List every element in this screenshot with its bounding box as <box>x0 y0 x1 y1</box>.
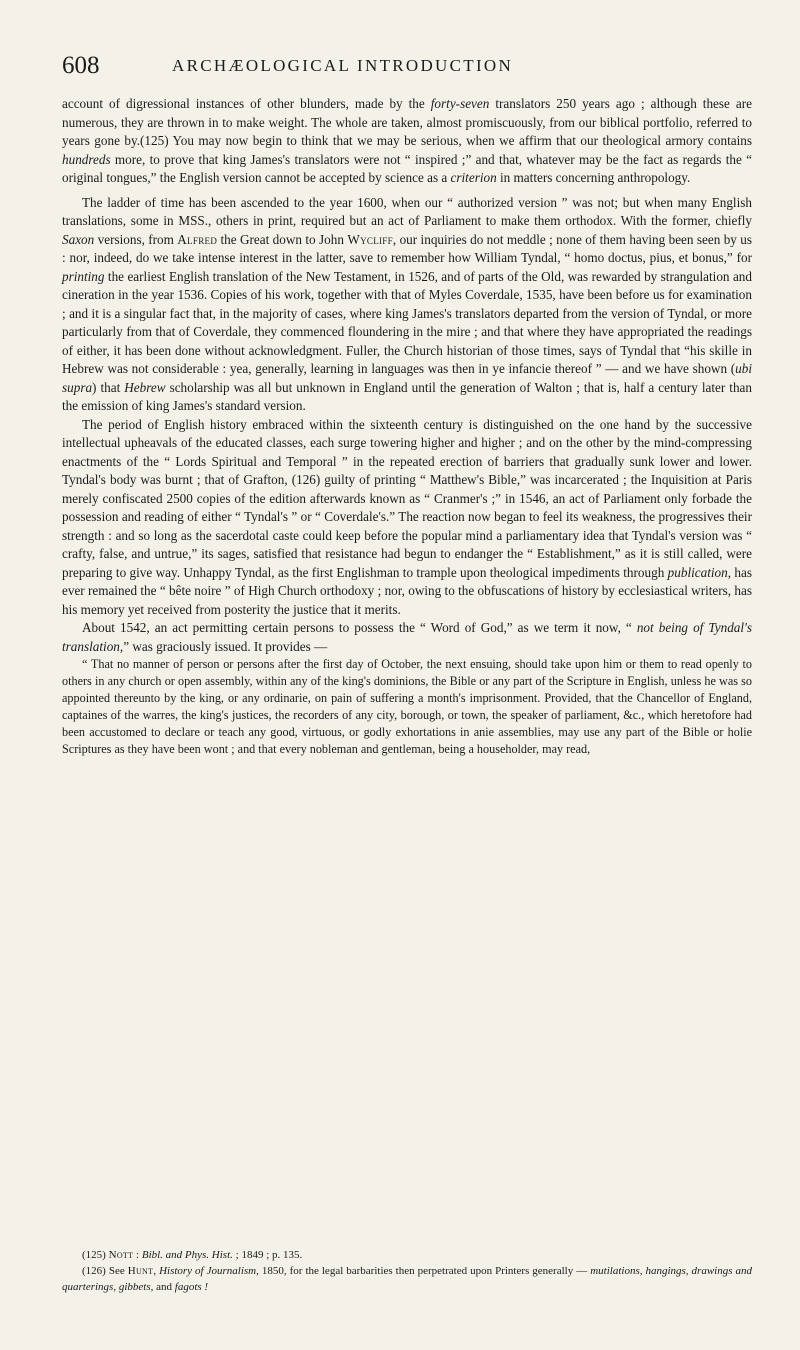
italic-text: History of Journalism <box>159 1265 257 1277</box>
italic-text: Saxon <box>62 231 95 247</box>
text-run: , <box>153 1265 160 1277</box>
small-caps-name: Wycliff <box>347 231 393 247</box>
italic-text: publication <box>667 564 728 580</box>
text-run: , our inquiries do not meddle ; none of them having been seen by us : nor, indeed, do we take intense interest in the latter, save to remember how William Tyndal, “ homo doctus, pius, et bonus,” for <box>62 231 753 265</box>
block-quote <box>62 656 752 758</box>
italic-text: hundreds <box>62 151 111 167</box>
body-text <box>62 95 752 758</box>
text-run: (125) <box>82 1249 109 1261</box>
italic-text: Hebrew <box>124 379 166 395</box>
text-run: the earliest English translation of the New Testament, in 1526, and of parts of the Old, was rewarded by strangulation and cineration in the year 1536. Copies of his work, together with that of Myles Coverdale, 1535, have been before us for examination ; and it is a singular fact that, in the majority of cases, where king James's translators departed from the version of Tyndal, or more particularly from that of Coverdale, they commenced floundering in the mire ; and that where they have appropriated the readings of either, it has been done without acknowledgment. Fuller, the Church historian of those times, says of Tyndal that “his skille in Hebrew was not considerable : yea, generally, learning in languages was then in ye infancie thereof ” — and we have shown ( <box>62 268 752 376</box>
text-run: the Great down to John <box>217 231 348 247</box>
text-run: “ That no manner of person or persons after the first day of October, the next ensuing, should take upon him or them to read openly to others in any church or open assembly, within any of the king's dominions, the Bible or any part of the Scripture in English, unless he was so appointed thereunto by the king, or any ordinarie, on pain of suffering a month's imprisonment. Provided, that the Chancellor of England, captaines of the warres, the king's justices, the recorders of any city, borough, or town, the speaker of parliament, &c., which heretofore had been accustomed to declare or teach any good, virtuous, or godly exhortations in anie assemblies, may use any part of the Bible or holie Scriptures as they have been wont ; and that every nobleman and gentleman, being a householder, may read, <box>62 657 752 756</box>
italic-text: ubi supra <box>62 361 752 395</box>
small-caps-name: Hunt <box>127 1265 154 1277</box>
text-run: The period of English history embraced within the sixteenth century is distinguished on the one hand by the successive intellectual upheavals of the educated classes, each surge towering higher and higher ; and on the other by the mind-compressing enactments of the “ Lords Spiritual and Temporal ” in the repeated erection of barriers that gradually sunk lower and lower. Tyndal's body was burnt ; that of Grafton, (126) guilty of printing “ Matthew's Bible,” was incarcerated ; the Inquisition at Paris merely confiscated 2500 copies of the edition afterwards known as “ Cranmer's ;” in 1546, an act of Parliament only forbade the possession and reading of either “ Tyndal's ” or “ Coverdale's.” The reaction now began to feel its weakness, the progressives their strength : and so long as the sacerdotal caste could keep before the popular mind a parliamentary idea that Tyndal's version was “ crafty, false, and untrue,” its sages, satisfied that resistance had begun to endanger the “ Establishment,” as it is still called, were preparing to give way. Unhappy Tyndal, as the first Englishman to trample upon theological impediments through <box>62 416 752 580</box>
text-run: in matters concerning anthropology. <box>496 170 691 185</box>
text-run: , 1850, for the legal barbarities then perpetrated upon Printers generally — <box>256 1265 591 1277</box>
text-run: : <box>133 1249 142 1261</box>
paragraph <box>62 95 752 188</box>
footnote <box>62 1247 752 1263</box>
small-caps-name: Nott <box>108 1249 134 1261</box>
page-header <box>62 52 752 82</box>
running-title: ARCHÆOLOGICAL INTRODUCTION <box>172 56 514 75</box>
italic-text: criterion <box>450 170 497 185</box>
text-run: scholarship was all but unknown in England until the generation of Walton ; that is, half a century later than the emission of king James's standard version. <box>62 379 752 413</box>
italic-text: forty-seven <box>430 96 490 111</box>
text-run: The ladder of time has been ascended to the year 1600, when our “ authorized version ” was not; but when many English translations, some in MSS., others in print, required but an act of Parliament to make them orthodox. With the former, chiefly <box>62 194 752 228</box>
footnotes <box>62 1247 752 1295</box>
text-run: ; 1849 ; p. 135. <box>232 1249 303 1261</box>
small-caps-name: Alfred <box>177 231 218 247</box>
italic-text: fagots ! <box>174 1281 209 1293</box>
italic-text: Bibl. and Phys. Hist. <box>141 1249 233 1261</box>
text-run: translators 250 years ago ; although these are numerous, they are thrown in to make weight. The whole are taken, almost promiscuously, from our biblical portfolio, referred to years gone by.(125) You may now begin to think that we may be serious, when we affirm that our theological armory contains <box>62 96 752 148</box>
paragraph <box>62 194 752 416</box>
paragraph <box>62 619 752 656</box>
text-run: , has ever remained the “ bête noire ” of High Church orthodoxy ; nor, owing to the obfuscations of history by ecclesiastical writers, has his memory yet received from posterity the justice that it merits. <box>62 564 752 617</box>
text-run: account of digressional instances of other blunders, made by the <box>62 96 431 111</box>
text-run: versions, from <box>94 231 178 247</box>
text-run: more, to prove that king James's translators were not “ inspired ;” and that, whatever may be the fact as regards the “ original tongues,” the English version cannot be accepted by science as a <box>62 151 752 185</box>
text-run: ” was graciously issued. It provides — <box>123 638 328 654</box>
text-run: and <box>153 1281 175 1293</box>
text-run: ) that <box>92 379 125 395</box>
paragraph <box>62 416 752 620</box>
italic-text: mutilations, hangings, drawings and quarterings, gibbets, <box>62 1265 753 1293</box>
footnote <box>62 1263 752 1295</box>
page-number: 608 <box>62 52 100 79</box>
italic-text: printing <box>62 268 105 284</box>
text-run: (126) See <box>82 1265 128 1277</box>
text-run: About 1542, an act permitting certain persons to possess the “ Word of God,” as we term it now, “ <box>82 620 637 635</box>
italic-text: not being of Tyndal's translation, <box>62 620 752 654</box>
